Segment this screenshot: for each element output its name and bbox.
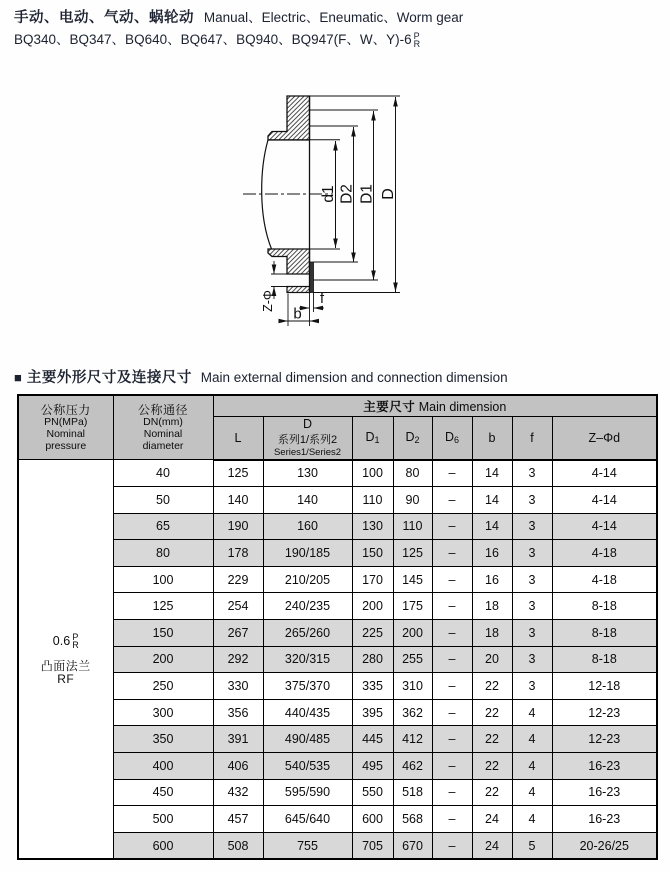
cell-l: 432 [213, 779, 263, 806]
cell-d: 320/315 [263, 646, 352, 673]
cell-z: 4-14 [552, 460, 657, 487]
cell-b: 18 [472, 620, 512, 647]
header-diameter-dn: DN(mm) [143, 415, 183, 428]
cell-f: 3 [512, 487, 552, 514]
cell-d6: – [432, 513, 472, 540]
cell-d1: 110 [352, 487, 393, 514]
cell-z: 4-18 [552, 540, 657, 567]
table-row-dn-100 [18, 566, 657, 593]
bullet-square-icon: ■ [14, 370, 22, 385]
cell-d2: 90 [393, 487, 432, 514]
cell-d: 440/435 [263, 699, 352, 726]
table-row-dn-600 [18, 832, 657, 859]
cell-dn: 450 [113, 779, 213, 806]
header-diameter-en1: Nominal [143, 427, 183, 440]
cell-d1: 130 [352, 513, 393, 540]
pressure-pr-stack: P R [72, 631, 79, 651]
cell-d1: 705 [352, 832, 393, 859]
cell-d6: – [432, 806, 472, 833]
cell-l: 267 [213, 620, 263, 647]
cell-f: 4 [512, 779, 552, 806]
cell-b: 22 [472, 779, 512, 806]
label-D2: D2 [338, 184, 356, 204]
cell-d2: 412 [393, 726, 432, 753]
header-col-z-phi-d: Z–Φd [552, 416, 657, 460]
cell-z: 12-23 [552, 699, 657, 726]
cell-dn: 125 [113, 593, 213, 620]
cell-d: 160 [263, 513, 352, 540]
cell-z: 8-18 [552, 593, 657, 620]
cell-b: 22 [472, 726, 512, 753]
cell-d6: – [432, 487, 472, 514]
cell-d2: 362 [393, 699, 432, 726]
pipe-break-line [262, 140, 272, 249]
drive-types-cn: 手动、电动、气动、蜗轮动 [14, 10, 194, 26]
header-diameter-en2: diameter [142, 439, 184, 452]
table-body [18, 460, 657, 860]
cell-d6: – [432, 832, 472, 859]
table-row-dn-150 [18, 620, 657, 647]
label-D1: D1 [358, 184, 376, 204]
label-z-phi: Z-Φ [261, 290, 275, 312]
header-D-symbol: D [302, 417, 313, 431]
header-nominal-pressure [18, 395, 113, 460]
model-r: R [413, 39, 421, 50]
cell-f: 4 [512, 806, 552, 833]
cell-d2: 670 [393, 832, 432, 859]
flange-type-cn: 凸面法兰 [40, 658, 91, 673]
cell-l: 406 [213, 753, 263, 780]
cell-l: 178 [213, 540, 263, 567]
raised-face-strip [310, 262, 314, 293]
cell-dn: 40 [113, 460, 213, 487]
label-f: f [319, 291, 325, 307]
cell-b: 22 [472, 699, 512, 726]
header-pressure-pn: PN(MPa) [44, 415, 88, 428]
cell-b: 20 [472, 646, 512, 673]
cell-d2: 462 [393, 753, 432, 780]
cell-l: 125 [213, 460, 263, 487]
cell-dn: 500 [113, 806, 213, 833]
cell-d: 375/370 [263, 673, 352, 700]
cell-dn: 400 [113, 753, 213, 780]
cell-d1: 150 [352, 540, 393, 567]
cell-d: 490/485 [263, 726, 352, 753]
label-d1: d1 [320, 185, 337, 203]
cell-d6: – [432, 460, 472, 487]
cell-l: 140 [213, 487, 263, 514]
cell-d1: 600 [352, 806, 393, 833]
cell-b: 24 [472, 806, 512, 833]
cell-z: 20-26/25 [552, 832, 657, 859]
cell-f: 3 [512, 566, 552, 593]
cell-l: 508 [213, 832, 263, 859]
cell-f: 3 [512, 646, 552, 673]
cell-dn: 100 [113, 566, 213, 593]
cell-dn: 300 [113, 699, 213, 726]
cell-d: 595/590 [263, 779, 352, 806]
cell-dn: 350 [113, 726, 213, 753]
flange-section-drawing [0, 0, 670, 345]
cell-dn: 50 [113, 487, 213, 514]
header-nominal-diameter [113, 395, 213, 460]
cell-d: 755 [263, 832, 352, 859]
cell-dn: 80 [113, 540, 213, 567]
cell-l: 190 [213, 513, 263, 540]
cell-dn: 65 [113, 513, 213, 540]
cell-d2: 145 [393, 566, 432, 593]
cell-d6: – [432, 540, 472, 567]
cell-f: 4 [512, 726, 552, 753]
cell-f: 3 [512, 673, 552, 700]
pressure-cell [18, 460, 113, 860]
table-row-dn-400 [18, 753, 657, 780]
cell-d: 190/185 [263, 540, 352, 567]
cell-z: 16-23 [552, 806, 657, 833]
header-col-D [263, 416, 352, 460]
cell-f: 3 [512, 620, 552, 647]
cell-b: 24 [472, 832, 512, 859]
cell-f: 3 [512, 513, 552, 540]
cell-l: 356 [213, 699, 263, 726]
cell-d2: 518 [393, 779, 432, 806]
table-row-dn-350 [18, 726, 657, 753]
table-row-dn-250 [18, 673, 657, 700]
cell-f: 3 [512, 593, 552, 620]
drive-types-en: Manual、Electric、Eneumatic、Worm gear [203, 10, 464, 25]
cell-d6: – [432, 673, 472, 700]
cell-z: 4-14 [552, 513, 657, 540]
table-row-dn-80 [18, 540, 657, 567]
header-main-en: Main dimension [418, 399, 507, 414]
cell-b: 16 [472, 566, 512, 593]
cell-d: 240/235 [263, 593, 352, 620]
cell-f: 4 [512, 699, 552, 726]
upper-flange-section [268, 96, 310, 140]
cell-d6: – [432, 566, 472, 593]
cell-b: 14 [472, 460, 512, 487]
cell-d6: – [432, 726, 472, 753]
drive-types-line [14, 7, 654, 28]
cell-z: 8-18 [552, 620, 657, 647]
cell-f: 5 [512, 832, 552, 859]
cell-d6: – [432, 753, 472, 780]
cell-d: 540/535 [263, 753, 352, 780]
header-col-D2: $D_2$ [393, 416, 432, 460]
section-title [14, 366, 508, 387]
header-main-dimension [213, 395, 657, 416]
dimension-table [17, 394, 658, 860]
table-row-dn-40 [18, 460, 657, 487]
cell-d1: 100 [352, 460, 393, 487]
table-row-dn-200 [18, 646, 657, 673]
model-p: P [413, 30, 420, 41]
cell-dn: 200 [113, 646, 213, 673]
cell-d1: 200 [352, 593, 393, 620]
cell-d6: – [432, 699, 472, 726]
cell-d2: 110 [393, 513, 432, 540]
cell-d2: 255 [393, 646, 432, 673]
header-col-L: L [213, 416, 263, 460]
cell-l: 254 [213, 593, 263, 620]
cell-d: 265/260 [263, 620, 352, 647]
cell-z: 4-18 [552, 566, 657, 593]
header-col-D1: $D_1$ [352, 416, 393, 460]
cell-d: 130 [263, 460, 352, 487]
cell-d2: 80 [393, 460, 432, 487]
cell-d2: 125 [393, 540, 432, 567]
cell-b: 18 [472, 593, 512, 620]
cell-d: 140 [263, 487, 352, 514]
cell-dn: 600 [113, 832, 213, 859]
section-title-cn: 主要外形尺寸及连接尺寸 [26, 370, 192, 386]
header-D-series-en: Series1/Series2 [273, 447, 342, 458]
cell-d1: 395 [352, 699, 393, 726]
cell-b: 14 [472, 487, 512, 514]
cell-d1: 170 [352, 566, 393, 593]
cell-b: 22 [472, 753, 512, 780]
header-pressure-cn: 公称压力 [40, 402, 91, 417]
cell-d: 645/640 [263, 806, 352, 833]
cell-d6: – [432, 593, 472, 620]
cell-d6: – [432, 646, 472, 673]
cell-f: 3 [512, 540, 552, 567]
table-row-dn-125 [18, 593, 657, 620]
cell-d1: 335 [352, 673, 393, 700]
cell-d2: 568 [393, 806, 432, 833]
label-D: D [380, 188, 397, 200]
cell-z: 8-18 [552, 646, 657, 673]
cell-dn: 250 [113, 673, 213, 700]
cell-d1: 225 [352, 620, 393, 647]
header-pressure-en2: pressure [45, 439, 87, 452]
cell-z: 12-18 [552, 673, 657, 700]
cell-d2: 175 [393, 593, 432, 620]
header-col-D6: $D_6$ [432, 416, 472, 460]
cell-d1: 495 [352, 753, 393, 780]
cell-b: 14 [472, 513, 512, 540]
cell-z: 16-23 [552, 779, 657, 806]
label-b: b [293, 305, 302, 323]
cell-l: 330 [213, 673, 263, 700]
cell-d1: 445 [352, 726, 393, 753]
cell-f: 4 [512, 753, 552, 780]
cell-d1: 550 [352, 779, 393, 806]
table-row-dn-450 [18, 779, 657, 806]
flange-type-rf: RF [57, 671, 75, 686]
cell-dn: 150 [113, 620, 213, 647]
section-title-en: Main external dimension and connection dimension [200, 370, 508, 385]
header-main-cn: 主要尺寸 [363, 399, 416, 414]
table-row-dn-500 [18, 806, 657, 833]
cell-l: 292 [213, 646, 263, 673]
table-row-dn-50 [18, 487, 657, 514]
cell-d1: 280 [352, 646, 393, 673]
cell-d2: 310 [393, 673, 432, 700]
header-pressure-en1: Nominal [46, 427, 85, 440]
model-pr-stack [414, 32, 421, 49]
header-col-b: b [472, 416, 512, 460]
cell-l: 457 [213, 806, 263, 833]
cell-z: 12-23 [552, 726, 657, 753]
header-col-f: f [512, 416, 552, 460]
cell-z: 4-14 [552, 487, 657, 514]
cell-d6: – [432, 779, 472, 806]
page-header [14, 7, 654, 50]
pressure-value: 0.6 P R [52, 631, 79, 651]
table-row-dn-65 [18, 513, 657, 540]
table-row-dn-300 [18, 699, 657, 726]
cell-b: 22 [472, 673, 512, 700]
model-numbers: BQ340、BQ347、BQ640、BQ647、BQ940、BQ947(F、W、Y)-6 [14, 32, 412, 47]
cell-d: 210/205 [263, 566, 352, 593]
model-numbers-line [14, 30, 654, 50]
cell-l: 391 [213, 726, 263, 753]
lower-flange-strip [287, 287, 310, 293]
cell-b: 16 [472, 540, 512, 567]
header-D-series-cn: 系列1/系列2 [277, 434, 338, 446]
header-diameter-cn: 公称通径 [137, 402, 188, 417]
cell-l: 229 [213, 566, 263, 593]
cell-d2: 200 [393, 620, 432, 647]
lower-flange-section [268, 249, 310, 274]
cell-z: 16-23 [552, 753, 657, 780]
cell-f: 3 [512, 460, 552, 487]
cell-d6: – [432, 620, 472, 647]
